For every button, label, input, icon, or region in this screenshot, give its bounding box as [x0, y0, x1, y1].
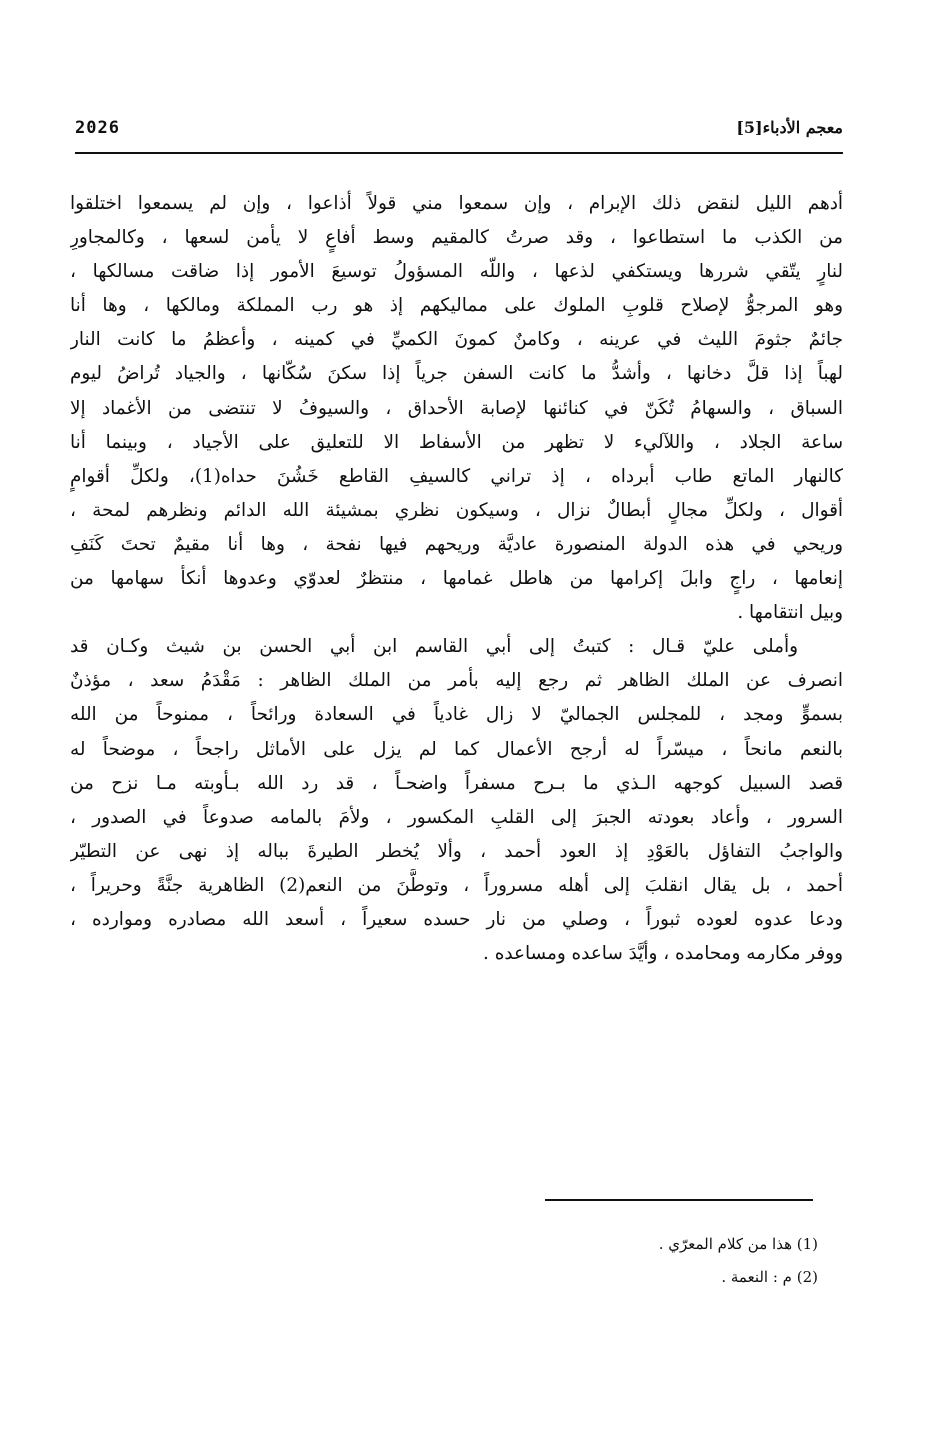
text-line: ساعة الجلاد ، واللآليء لا تظهر من الأسفاط الا للتعليق على الأجياد ، وبينما أنا [70, 431, 843, 453]
text-line: أقوال ، ولكلِّ مجالٍ أبطالٌ نزال ، وسيكون نظري بمشيئة الله الدائم ونظرهم لمحة ، [70, 499, 843, 521]
footnote: (2) م : النعمة . [721, 1268, 818, 1286]
text-line: السباق ، والسهامُ تُكَنّ في كنائنها لإصابة الأحداق ، والسيوفُ لا تنتضى من الأغماد إلا [70, 397, 843, 419]
text-line: وهو المرجوُّ لإصلاح قلوبِ الملوك على مماليكهم إذ هو رب المملكة ومالكها ، وها أنا [70, 295, 843, 317]
main-text [70, 187, 843, 971]
running-title: معجم الأدباء[5] [736, 118, 843, 137]
text-line: أدهم الليل لنقض ذلك الإبرام ، وإن سمعوا مني قولاً أذاعوا ، وإن لم يسمعوا اختلقوا [70, 193, 843, 214]
text-line: أحمد ، بل يقال انقلبَ إلى أهله مسروراً ، وتوطَّنَ من النعم(2) الظاهرية جنَّةً وحريراً ، [70, 874, 843, 896]
text-line: بالنعم مانحاً ، ميسّراً له أرجح الأعمال كما لم يزل على الأماثل راجحاً ، موضحاً له [70, 738, 843, 760]
text-line: لنارٍ يتّقي شررها ويستكفي لذعها ، واللّه المسؤولُ توسيعَ الأمور إذا ضاقت مسالكها ، [70, 261, 843, 283]
text-line: السرور ، وأعاد بعودته الجبرَ إلى القلبِ المكسور ، ولأمَ بالمامه صدوعاً في الصدور ، [70, 806, 843, 828]
text-line: إنعامها ، راجٍ وابلَ إكرامها من هاطل غمامها ، منتظرٌ لعدوّي وعدوها أنكأ سهامها من [70, 568, 843, 590]
header-divider [75, 152, 843, 154]
text-line: بسموٍّ ومجد ، للمجلس الجماليّ لا زال غادياً في السعادة ورائحاً ، ممنوحاً من الله [70, 704, 843, 726]
text-line: ووفر مكارمه ومحامده ، وأيَّدَ ساعده ومساعده . [483, 943, 843, 965]
page-number: 2026 [75, 118, 120, 138]
footnote-divider [545, 1199, 813, 1201]
text-line: وأملى عليّ قـال : كتبتُ إلى أبي القاسم ابن أبي الحسن بن شيث وكـان قد [70, 636, 798, 658]
text-line: لهباً إذا قلَّ دخانها ، وأشدُّ ما كانت السفن جرياً إذا سكنَ سُكّانها ، والجياد تُراضُ ليوم [70, 363, 843, 385]
text-line: قصد السبيل كوجهه الـذي ما بـرح مسفراً واضحـاً ، قد رد الله بـأوبته مـا نزح من [70, 772, 843, 794]
text-line: وريحي في هذه الدولة المنصورة عاديَّة وريحهم فيها نفحة ، وها أنا مقيمٌ تحتَ كَنَفِ [70, 533, 843, 555]
text-line: جائمٌ جثومَ الليث في عرينه ، وكامنٌ كمونَ الكميِّ في كمينه ، وأعظمُ ما كانت النار [70, 329, 843, 351]
text-line: كالنهار الماتع طاب أبرداه ، إذ تراني كالسيفِ القاطع خَشُنَ حداه(1)، ولكلِّ أقوامٍ [70, 465, 843, 487]
text-line: وبيل انتقامها . [737, 602, 843, 624]
footnotes [218, 1231, 818, 1297]
footnote: (1) هذا من كلام المعرّي . [658, 1235, 818, 1253]
text-line: والواجبُ التفاؤل بالعَوْدِ إذ العود أحمد ، وألا يُخطر الطيرةَ بباله إذ نهى عن التطيّر [70, 840, 843, 862]
text-line: من الكذب ما استطاعوا ، وقد صرتُ كالمقيم وسط أفاعٍ لا يأمن لسعها ، وكالمجاورِ [70, 227, 843, 249]
page-header [75, 116, 843, 148]
text-line: انصرف عن الملك الظاهر ثم رجع إليه بأمر من الملك الظاهر : مَقْدَمُ سعد ، مؤذنٌ [70, 670, 843, 692]
text-line: ودعا عدوه لعوده ثبوراً ، وصلي من نار حسده سعيراً ، أسعد الله مصادره وموارده ، [70, 908, 843, 930]
